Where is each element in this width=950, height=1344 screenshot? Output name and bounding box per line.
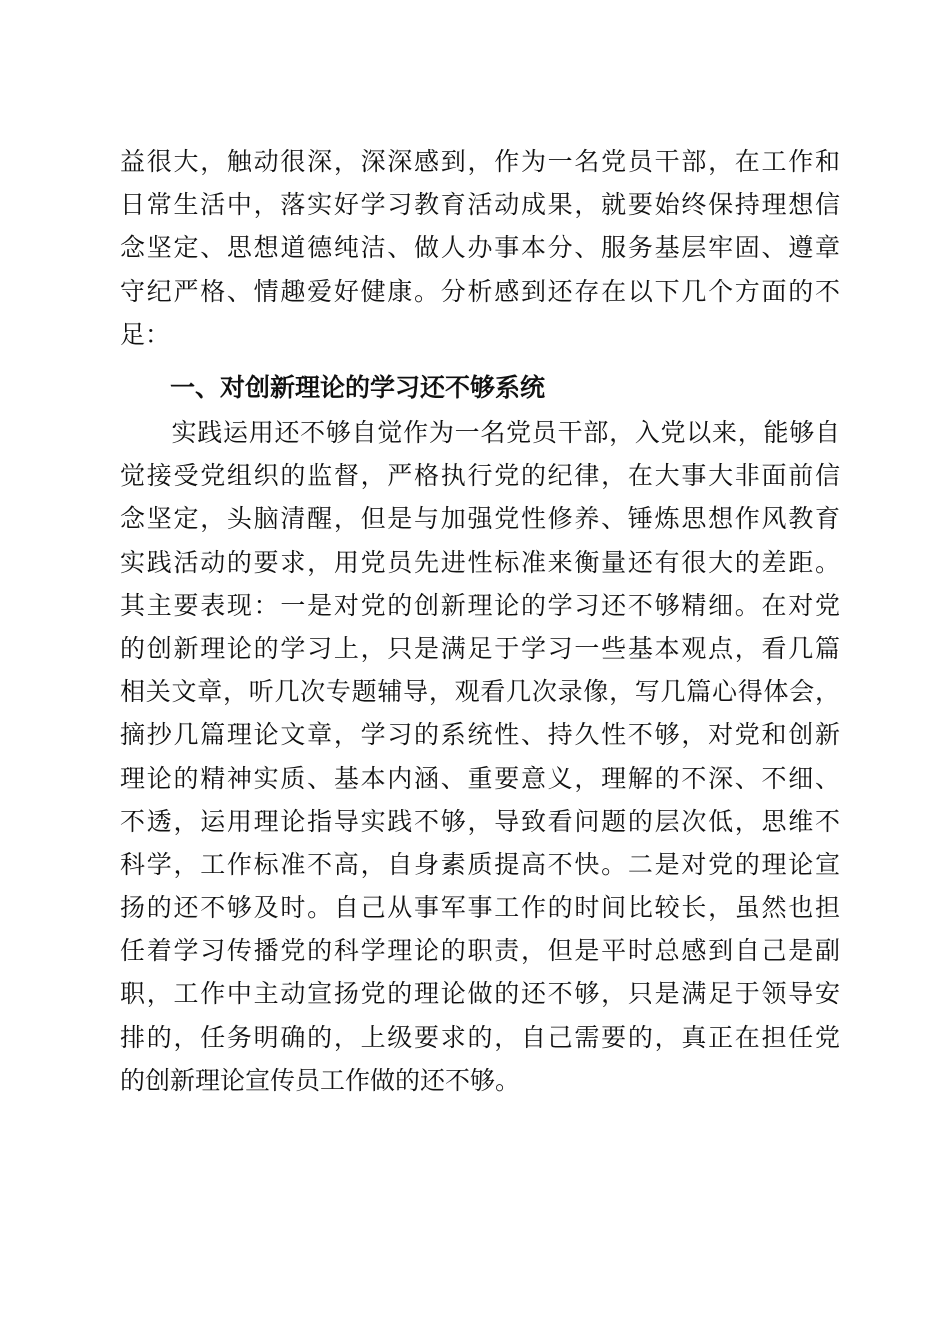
text-line: 觉接受党组织的监督，严格执行党的纪律，在大事大非面前信 bbox=[120, 461, 840, 491]
text-line: 足： bbox=[120, 319, 171, 349]
text-line: 任着学习传播党的科学理论的职责，但是平时总感到自己是副 bbox=[120, 936, 840, 966]
section-heading: 一、对创新理论的学习还不够系统 bbox=[170, 373, 546, 402]
text-line: 扬的还不够及时。自己从事军事工作的时间比较长，虽然也担 bbox=[120, 893, 840, 923]
text-line: 念坚定、思想道德纯洁、做人办事本分、服务基层牢固、遵章 bbox=[120, 233, 840, 263]
text-line: 念坚定，头脑清醒，但是与加强党性修养、锤炼思想作风教育 bbox=[120, 504, 840, 534]
text-line: 科学，工作标准不高，自身素质提高不快。二是对党的理论宣 bbox=[120, 849, 840, 879]
text-line: 职，工作中主动宣扬党的理论做的还不够，只是满足于领导安 bbox=[120, 979, 840, 1009]
text-line: 益很大，触动很深，深深感到，作为一名党员干部，在工作和 bbox=[120, 147, 840, 176]
text-line: 不透，运用理论指导实践不够，导致看问题的层次低，思维不 bbox=[120, 806, 840, 836]
text-line: 排的，任务明确的，上级要求的，自己需要的，真正在担任党 bbox=[120, 1022, 840, 1052]
paragraph-body bbox=[120, 411, 840, 1102]
text-line: 的创新理论的学习上，只是满足于学习一些基本观点，看几篇 bbox=[120, 633, 840, 663]
text-line: 守纪严格、情趣爱好健康。分析感到还存在以下几个方面的不 bbox=[120, 276, 840, 306]
paragraph-intro bbox=[120, 140, 840, 356]
text-line: 日常生活中，落实好学习教育活动成果，就要始终保持理想信 bbox=[120, 190, 840, 220]
text-line: 相关文章，听几次专题辅导，观看几次录像，写几篇心得体会， bbox=[120, 677, 840, 707]
text-line: 实践活动的要求，用党员先进性标准来衡量还有很大的差距。 bbox=[120, 547, 840, 577]
text-line: 理论的精神实质、基本内涵、重要意义，理解的不深、不细、 bbox=[120, 763, 840, 793]
text-line: 的创新理论宣传员工作做的还不够。 bbox=[120, 1065, 521, 1095]
text-line: 摘抄几篇理论文章，学习的系统性、持久性不够，对党和创新 bbox=[120, 720, 840, 750]
text-line: 其主要表现：一是对党的创新理论的学习还不够精细。在对党 bbox=[120, 590, 840, 620]
text-line: 实践运用还不够自觉作为一名党员干部，入党以来，能够自 bbox=[120, 418, 840, 447]
